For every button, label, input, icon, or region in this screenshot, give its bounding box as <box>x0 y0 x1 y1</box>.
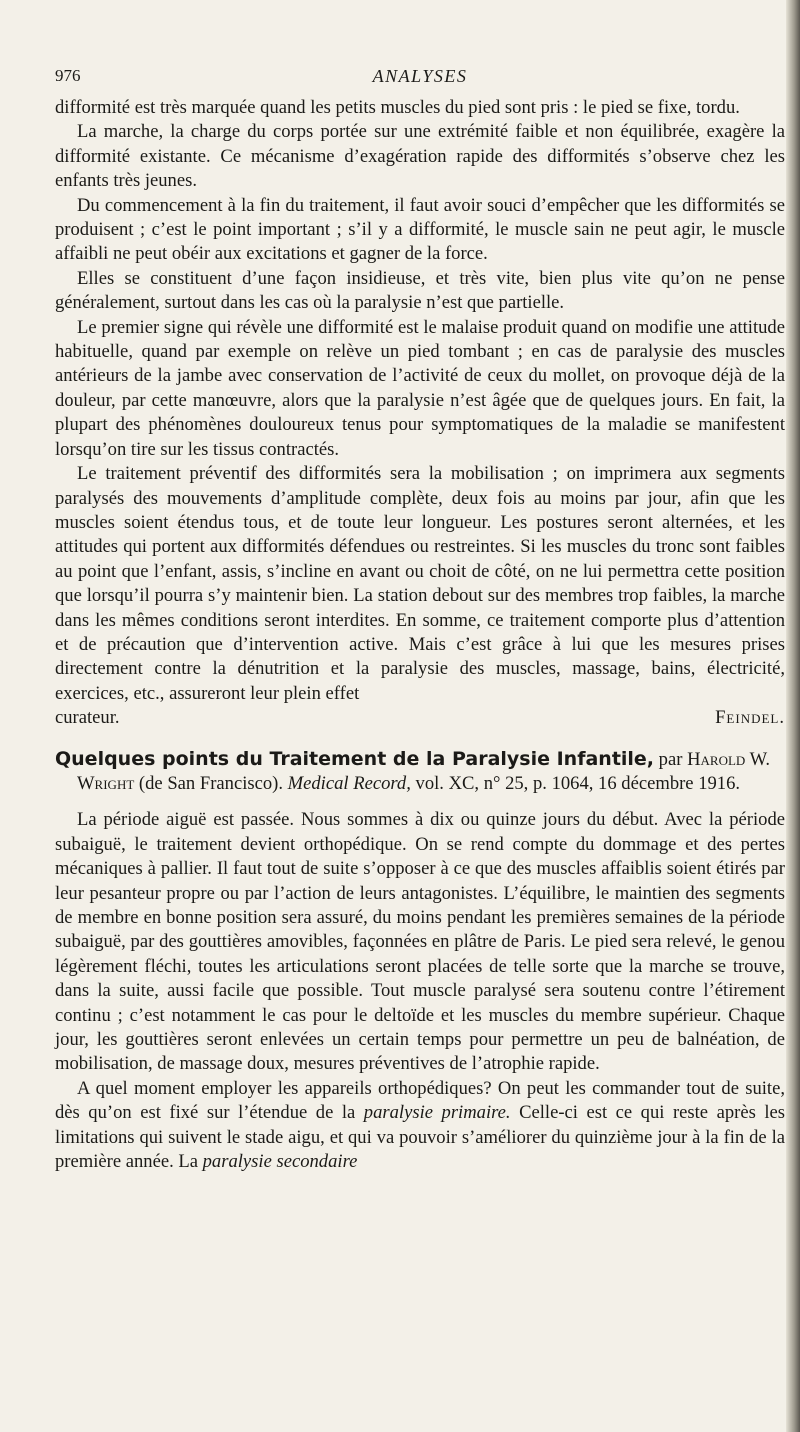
page-number: 976 <box>55 66 81 85</box>
book-spine-shadow <box>786 0 800 1432</box>
article-author: Harold W. Wright <box>77 748 771 794</box>
article-wright <box>55 808 785 1174</box>
text-run: A quel moment employer les appareils orthopédiques? On peut les commander tout de suite, dès qu’on est fixé sur l’étendue de la <box>55 1077 785 1124</box>
paragraph: Du commencement à la fin du traitement, il faut avoir souci d’empêcher que les difformités se produisent ; c’est le point important ; s’il y a difformité, le muscle sain ne peut agir, le muscle affaibli ne peut obéir aux excitations et gagner de la force. <box>55 194 785 265</box>
paragraph: Le traitement préventif des difformités sera la mobilisation ; on imprimera aux segments paralysés des mouvements d’amplitude complète, deux fois au moins par jour, afin que les muscles soient étendus tous, et de toute leur longueur. Les postures seront alternées, et les attitudes qui portent aux difformités défendues ou restreintes. Si les muscles du tronc sont faibles au point que l’enfant, assis, s’incline en avant ou choit de côté, on ne lui permettra cette position que lorsqu’il pourra s’y maintenir bien. La station debout sur des membres trop faibles, la marche dans les mêmes conditions seront interdites. En somme, ce traitement comporte plus d’attention et de précaution que d’intervention active. Mais c’est grâce à lui que les mesures prises directement contre la dénutrition et la paralysie des muscles, massage, bains, électricité, exercices, etc., assureront leur plein effet <box>55 463 785 704</box>
citation: vol. XC, n° 25, p. 1064, 16 décembre 1916. <box>410 772 741 794</box>
paragraph-last-line: curateur. <box>55 707 120 729</box>
paragraph-end <box>55 706 785 730</box>
page-header <box>55 66 785 96</box>
text-run: Celle-ci est ce qui reste après les limitations qui suivent le stade aigu, et qui va pouvoir s’améliorer du quinzième jour à la fin de la première année. La <box>55 1102 785 1173</box>
paragraph: difformité est très marquée quand les petits muscles du pied sont pris : le pied se fixe, tordu. <box>55 97 740 118</box>
author-location: (de San Francisco). <box>134 772 288 794</box>
article-heading <box>55 747 785 797</box>
journal-name: Medical Record, <box>287 772 411 794</box>
running-title: ANALYSES <box>372 66 468 86</box>
paragraph: Le premier signe qui révèle une difformité est le malaise produit quand on modifie une attitude habituelle, quand par exemple on relève un pied tombant ; en cas de paralysie des muscles antérieurs de la jambe avec conservation de l’activité de ceux du mollet, on provoque déjà de la douleur, par cette manœuvre, alors que la paralysie n’est âgée que de quelques jours. En fait, la plupart des phénomènes douloureux tenus pour symptomatiques de la maladie se manifestent lorsqu’on tire sur les tissus contractés. <box>55 316 785 460</box>
by-word: par <box>654 748 688 770</box>
paragraph <box>55 1077 785 1175</box>
italic-term: paralysie secondaire <box>202 1151 358 1173</box>
article-title: Quelques points du Traitement de la Paralysie Infantile, <box>55 747 655 770</box>
page <box>55 66 785 1174</box>
paragraph: Elles se constituent d’une façon insidieuse, et très vite, bien plus vite qu’on ne pense généralement, surtout dans les cas où la paralysie n’est que partielle. <box>55 267 785 314</box>
paragraph: La période aiguë est passée. Nous sommes à dix ou quinze jours du début. Avec la période subaiguë, le traitement devient orthopédique. On se rend compte du dommage et des pertes mécaniques à pallier. Il faut tout de suite s’opposer à ce que des muscles affaiblis soient étirés par leur pesanteur propre ou par l’action de leurs antagonistes. L’équilibre, le maintien des segments de membre en bonne position sera assuré, du moins pendant les premières semaines de la période subaiguë, par des gouttières amovibles, façonnées en plâtre de Paris. Le pied sera relevé, le genou légèrement fléchi, toutes les articulations seront placées de telle sorte que la marche se trouve, dans la suite, aussi facile que possible. Tout muscle paralysé sera soutenu contre l’étirement continu ; c’est notamment le cas pour le deltoïde et les muscles du membre supérieur. Chaque jour, les gouttières seront enlevées un certain temps pour permettre un peu de balnéation, de mobilisation, de massage doux, mesures préventives de l’atrophie rapide. <box>55 809 785 1075</box>
signature: Feindel. <box>715 707 785 729</box>
paragraph: La marche, la charge du corps portée sur une extrémité faible et non équilibrée, exagère la difformité existante. Ce mécanisme d’exagération rapide des difformités s’observe chez les enfants très jeunes. <box>55 121 785 192</box>
italic-term: paralysie primaire. <box>363 1102 511 1124</box>
article-feindel <box>55 96 785 731</box>
